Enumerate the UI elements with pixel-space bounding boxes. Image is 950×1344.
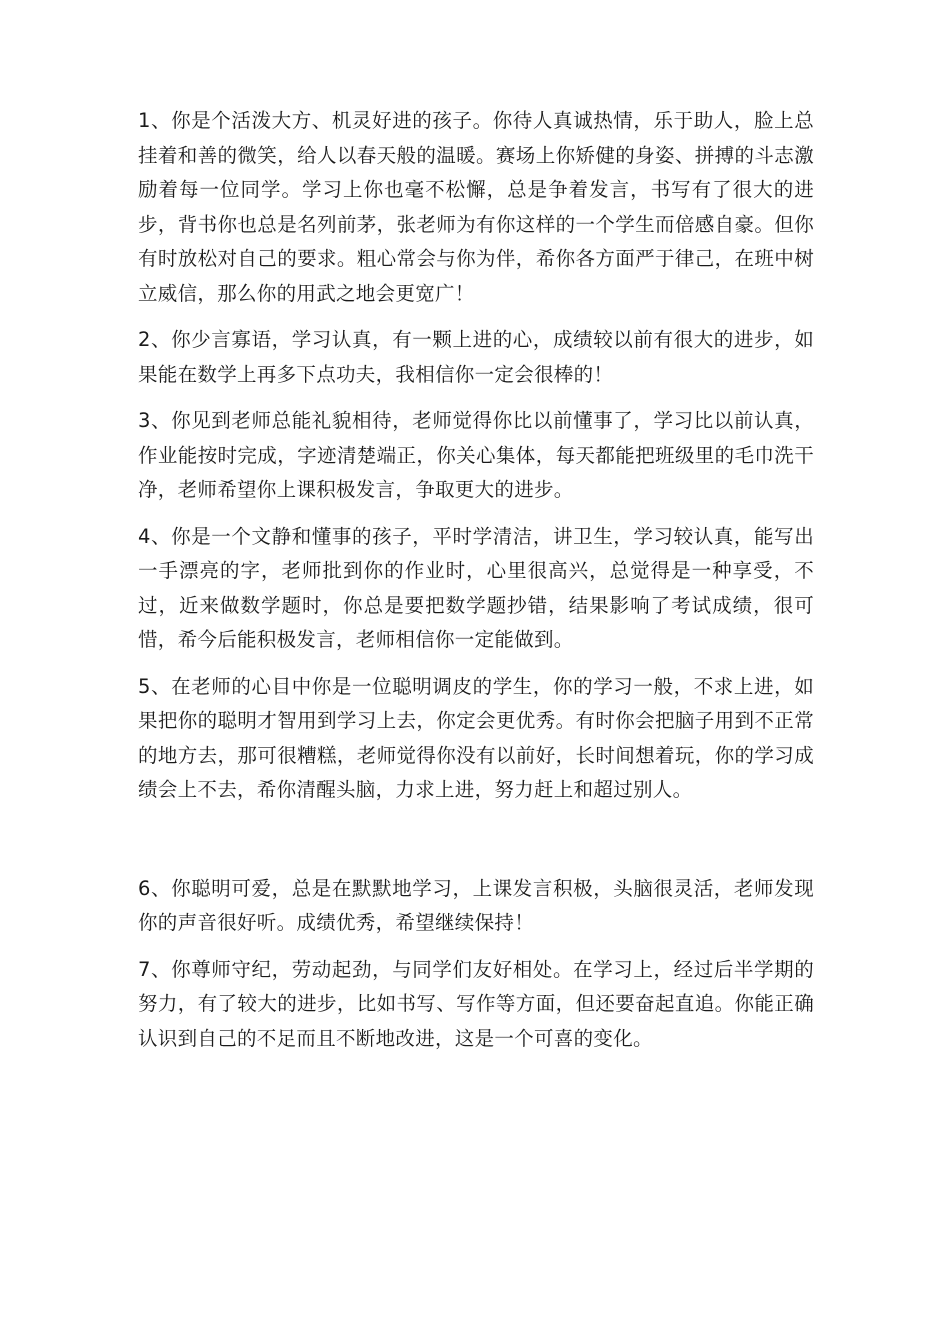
comment-paragraph-5: 5、在老师的心目中你是一位聪明调皮的学生，你的学习一般，不求上进，如果把你的聪明才智用到学习上去，你定会更优秀。有时你会把脑子用到不正常的地方去，那可很糟糕，老师觉得你没有以前好，长时间想着玩，你的学习成绩会上不去，希你清醒头脑，力求上进，努力赶上和超过别人。	[138, 674, 814, 801]
document-body	[138, 104, 814, 1056]
comment-paragraph-1: 1、你是个活泼大方、机灵好进的孩子。你待人真诚热情，乐于助人，脸上总挂着和善的微笑，给人以春天般的温暖。赛场上你矫健的身姿、拼搏的斗志激励着每一位同学。学习上你也毫不松懈，总是争着发言，书写有了很大的进步，背书你也总是名列前茅，张老师为有你这样的一个学生而倍感自豪。但你有时放松对自己的要求。粗心常会与你为伴，希你各方面严于律己，在班中树立威信，那么你的用武之地会更宽广！	[138, 109, 814, 305]
comment-paragraph-3: 3、你见到老师总能礼貌相待，老师觉得你比以前懂事了，学习比以前认真，作业能按时完成，字迹清楚端正，你关心集体，每天都能把班级里的毛巾洗干净，老师希望你上课积极发言，争取更大的进步。	[138, 409, 814, 501]
comment-paragraph-2: 2、你少言寡语，学习认真，有一颗上进的心，成绩较以前有很大的进步，如果能在数学上再多下点功夫，我相信你一定会很棒的！	[138, 328, 814, 386]
comment-paragraph-4: 4、你是一个文静和懂事的孩子，平时学清洁，讲卫生，学习较认真，能写出一手漂亮的字，老师批到你的作业时，心里很高兴，总觉得是一种享受，不过，近来做数学题时，你总是要把数学题抄错，结果影响了考试成绩，很可惜，希今后能积极发言，老师相信你一定能做到。	[138, 524, 814, 651]
comment-paragraph-6: 6、你聪明可爱，总是在默默地学习，上课发言积极，头脑很灵活，老师发现你的声音很好听。成绩优秀，希望继续保持！	[138, 876, 814, 934]
comment-paragraph-7: 7、你尊师守纪，劳动起劲，与同学们友好相处。在学习上，经过后半学期的努力，有了较大的进步，比如书写、写作等方面，但还要奋起直追。你能正确认识到自己的不足而且不断地改进，这是一个可喜的变化。	[138, 957, 814, 1050]
